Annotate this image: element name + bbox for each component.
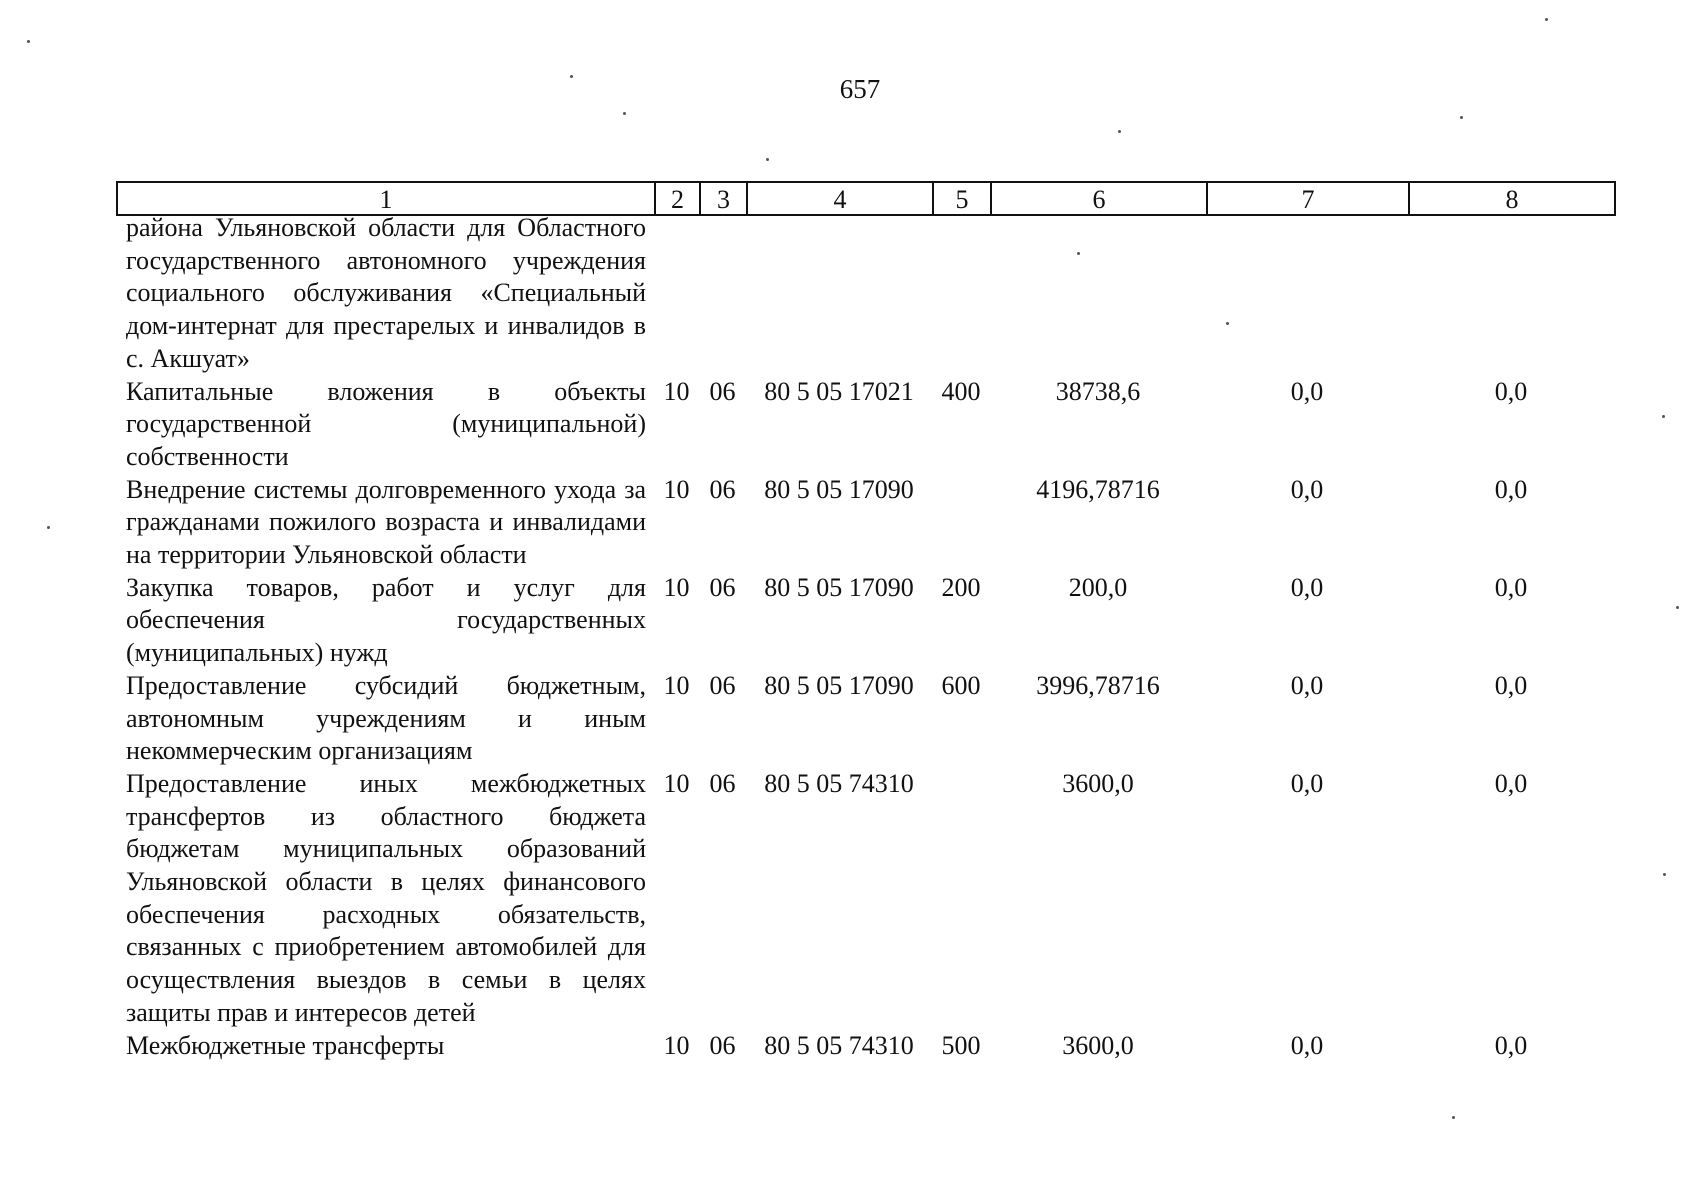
- page-number: 657: [839, 74, 881, 104]
- table-row: [116, 376, 1614, 474]
- table-row: [116, 768, 1614, 1030]
- target-article-code: 80 5 05 74310: [764, 768, 914, 798]
- scan-speck: [570, 75, 573, 78]
- section-code: 10: [663, 572, 690, 602]
- amount-year-1: [990, 212, 1206, 376]
- subsection-code: 06: [709, 474, 736, 504]
- subsection-code: 06: [709, 768, 736, 798]
- column-header-2: 2: [655, 182, 700, 215]
- subsection-code: 06: [709, 376, 736, 406]
- expense-type-code: 400: [941, 376, 981, 406]
- section-code: [654, 212, 699, 376]
- amount-year-2: [1206, 212, 1408, 376]
- subsection-code: 06: [709, 1030, 736, 1060]
- expense-type-code: [932, 474, 990, 572]
- scan-speck: [1676, 606, 1679, 609]
- scan-speck: [1545, 18, 1548, 21]
- row-name: района Ульяновской области для Областного государственного автономного учреждения социального обслуживания «Специальный дом-интернат для престарелых и инвалидов в с. Акшуат»: [126, 213, 646, 373]
- section-code: 10: [663, 376, 690, 406]
- subsection-code: [699, 212, 746, 376]
- scan-speck: [1452, 1116, 1455, 1119]
- expense-type-code: 500: [941, 1030, 981, 1060]
- budget-table-body: [116, 212, 1614, 1062]
- row-name: Межбюджетные трансферты: [126, 1030, 445, 1060]
- scan-speck: [47, 526, 50, 529]
- subsection-code: 06: [709, 572, 736, 602]
- amount-year-1: 200,0: [1068, 572, 1128, 602]
- amount-year-2: 0,0: [1290, 768, 1324, 798]
- scan-speck: [1662, 415, 1665, 418]
- column-header-5: 5: [933, 182, 991, 215]
- amount-year-3: 0,0: [1494, 768, 1528, 798]
- scan-speck: [1663, 873, 1666, 876]
- table-row: [116, 1030, 1614, 1063]
- scan-speck: [623, 112, 626, 115]
- amount-year-2: 0,0: [1290, 572, 1324, 602]
- row-name: Предоставление иных межбюджетных трансфертов из областного бюджета бюджетам муниципальных образований Ульяновской области в целях финансового обеспечения расходных обязательств, связанных с приобретением автомобилей для осуществления выездов в семьи в целях защиты прав и интересов детей: [126, 768, 646, 1027]
- target-article-code: 80 5 05 74310: [764, 1030, 914, 1060]
- scan-speck: [766, 158, 769, 161]
- row-name: Предоставление субсидий бюджетным, автономным учреждениям и иным некоммерческим организациям: [126, 670, 646, 766]
- target-article-code: 80 5 05 17090: [764, 474, 914, 504]
- column-header-8: 8: [1409, 182, 1615, 215]
- scan-speck: [1118, 130, 1121, 133]
- amount-year-1: 3600,0: [1062, 1030, 1134, 1060]
- amount-year-1: 3996,78716: [1036, 670, 1160, 700]
- amount-year-3: 0,0: [1494, 474, 1528, 504]
- expense-type-code: [932, 768, 990, 1030]
- scan-speck: [1226, 322, 1229, 325]
- section-code: 10: [663, 670, 690, 700]
- target-article-code: [746, 212, 932, 376]
- column-header-6: 6: [991, 182, 1207, 215]
- table-row: [116, 572, 1614, 670]
- amount-year-1: 4196,78716: [1036, 474, 1160, 504]
- column-header-1: 1: [117, 182, 655, 215]
- column-header-row: [116, 181, 1616, 216]
- amount-year-2: 0,0: [1290, 376, 1324, 406]
- scan-speck: [27, 40, 30, 43]
- expense-type-code: 600: [941, 670, 981, 700]
- table-row: [116, 670, 1614, 768]
- amount-year-2: 0,0: [1290, 474, 1324, 504]
- amount-year-3: 0,0: [1494, 670, 1528, 700]
- target-article-code: 80 5 05 17021: [764, 376, 914, 406]
- amount-year-3: 0,0: [1494, 376, 1528, 406]
- target-article-code: 80 5 05 17090: [764, 670, 914, 700]
- amount-year-3: 0,0: [1494, 572, 1528, 602]
- expense-type-code: 200: [941, 572, 981, 602]
- subsection-code: 06: [709, 670, 736, 700]
- column-header-3: 3: [700, 182, 747, 215]
- section-code: 10: [663, 474, 690, 504]
- section-code: 10: [663, 768, 690, 798]
- column-header-7: 7: [1207, 182, 1409, 215]
- amount-year-3: 0,0: [1494, 1030, 1528, 1060]
- table-row: [116, 212, 1614, 376]
- amount-year-1: 38738,6: [1055, 376, 1141, 406]
- target-article-code: 80 5 05 17090: [764, 572, 914, 602]
- scan-speck: [1460, 116, 1463, 119]
- amount-year-3: [1408, 212, 1614, 376]
- row-name: Внедрение системы долговременного ухода за гражданами пожилого возраста и инвалидами на территории Ульяновской области: [126, 474, 646, 570]
- amount-year-1: 3600,0: [1062, 768, 1134, 798]
- amount-year-2: 0,0: [1290, 1030, 1324, 1060]
- column-header-4: 4: [747, 182, 933, 215]
- scan-speck: [1077, 252, 1080, 255]
- row-name: Закупка товаров, работ и услуг для обеспечения государственных (муниципальных) нужд: [126, 572, 646, 668]
- table-row: [116, 474, 1614, 572]
- amount-year-2: 0,0: [1290, 670, 1324, 700]
- row-name: Капитальные вложения в объекты государственной (муниципальной) собственности: [126, 376, 646, 471]
- section-code: 10: [663, 1030, 690, 1060]
- expense-type-code: [932, 212, 990, 376]
